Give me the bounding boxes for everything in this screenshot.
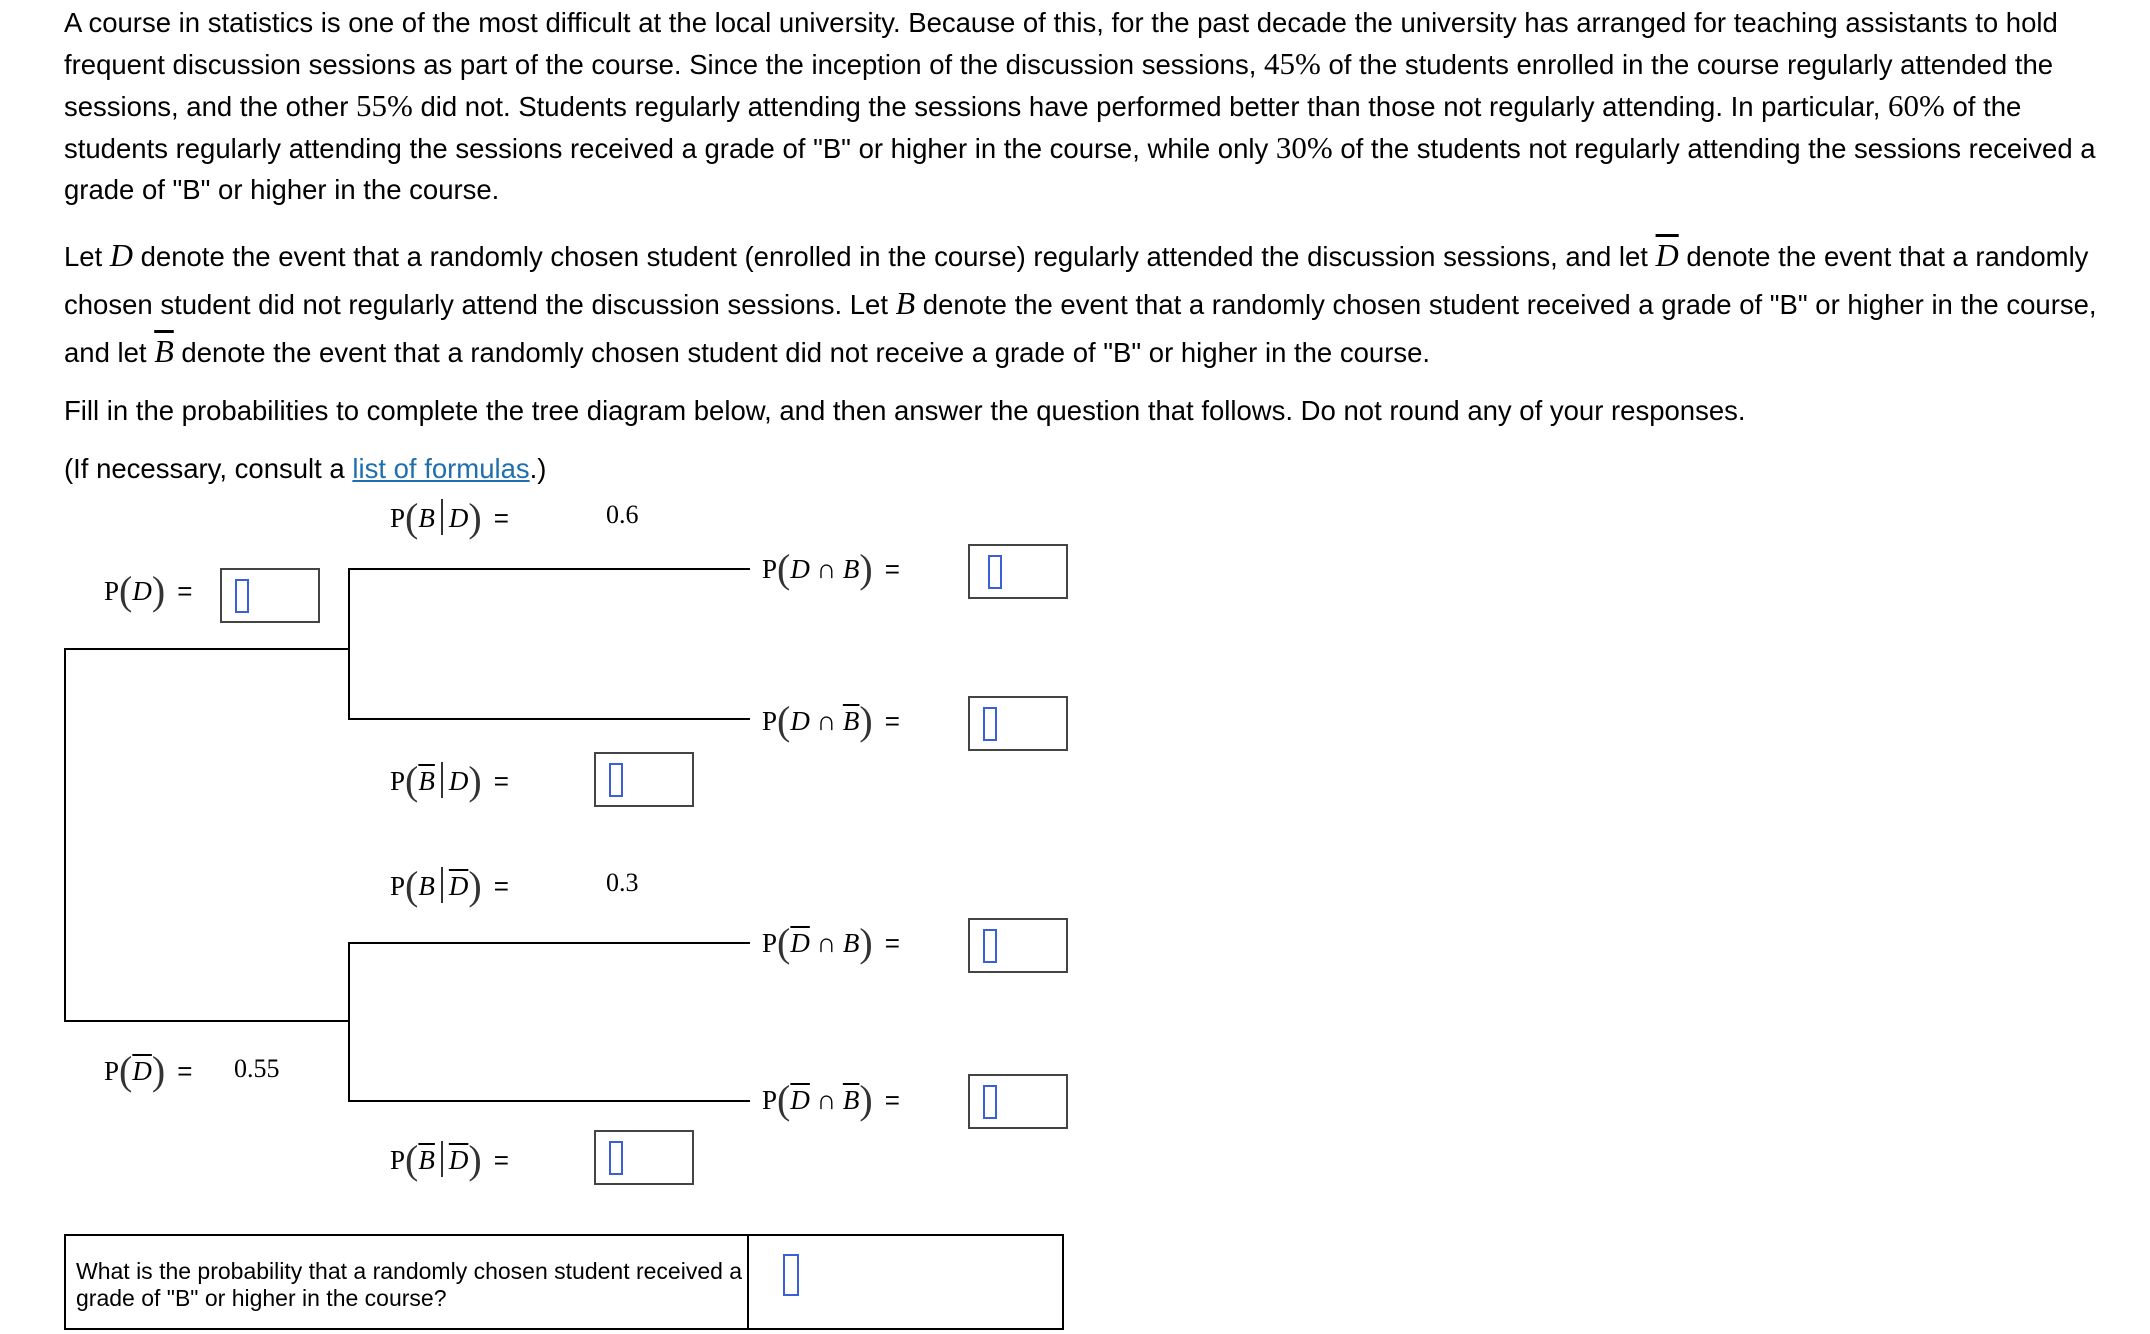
text-cursor: [983, 1085, 997, 1119]
percent-b-not-attend: 30%: [1275, 130, 1333, 165]
label-p-notd-and-notb: $P(\overline{D}$ ∩ $\overline{B}$) =: [762, 1077, 900, 1122]
tree-line-root-bottom: [64, 1020, 350, 1022]
label-p-b-given-d: P(B D) =: [390, 495, 509, 540]
value-p-b-given-notd: 0.3: [606, 868, 639, 897]
percent-b-attend: 60%: [1888, 88, 1945, 123]
label-p-d-and-notb: P(D ∩ $\overline{B}$) =: [762, 698, 900, 743]
input-p-d-and-b[interactable]: [968, 544, 1068, 599]
tree-line-notd-vertical: [348, 942, 350, 1102]
label-p-notb-given-notd: $P(\overline{B}$ $\overline{D}$) =: [390, 1137, 509, 1182]
text-cursor: [609, 1141, 623, 1175]
tree-line-notd-to-b: [348, 942, 750, 944]
problem-paragraph-2: Let D denote the event that a randomly chosen student (enrolled in the course) regularly attended the discussion sessions, and let $\overline{D}$ denote the event that a randomly chosen student did not regularly attend the discussion sessions. Let B denote the event that a randomly chosen student received a grade of "B" or higher in the course, and let $\overline{B}$ denote the event that a randomly chosen student did not receive a grade of "B" or higher in the course.: [64, 237, 2097, 369]
value-p-b-given-d: 0.6: [606, 500, 639, 529]
problem-instructions: Fill in the probabilities to complete the tree diagram below, and then answer the question that follows. Do not round any of your responses.: [64, 395, 1746, 426]
text-cursor: [235, 579, 249, 613]
tree-line-d-to-b: [348, 568, 750, 570]
input-p-notd-and-b[interactable]: [968, 918, 1068, 973]
list-of-formulas-link[interactable]: list of formulas: [352, 453, 530, 484]
answer-input[interactable]: [749, 1236, 1062, 1328]
tree-line-root-top: [64, 648, 350, 650]
tree-line-d-to-notb: [348, 718, 750, 720]
input-p-d[interactable]: [220, 568, 320, 623]
text-cursor: [609, 763, 623, 797]
question-box: [64, 1234, 1064, 1330]
input-p-d-and-notb[interactable]: [968, 696, 1068, 751]
text-cursor: [983, 929, 997, 963]
question-text: What is the probability that a randomly chosen student received a grade of "B" or higher in the course?: [76, 1258, 743, 1311]
text-cursor: [783, 1254, 799, 1296]
value-p-notd: 0.55: [234, 1054, 280, 1083]
input-p-notb-given-notd[interactable]: [594, 1130, 694, 1185]
tree-line-root-vertical: [64, 648, 66, 1022]
formula-note: (If necessary, consult a list of formulas.): [64, 453, 547, 484]
input-p-notb-given-d[interactable]: [594, 752, 694, 807]
text-cursor: [983, 707, 997, 741]
label-p-notd-and-b: $P(\overline{D}$ ∩ B) =: [762, 920, 900, 965]
input-p-notd-and-notb[interactable]: [968, 1074, 1068, 1129]
percent-not-attend: 55%: [356, 88, 413, 123]
problem-paragraph-1: A course in statistics is one of the most difficult at the local university. Because of this, for the past decade the university has arranged for teaching assistants to hold frequent discussion sessions as part of the course. Since the inception of the discussion sessions, 45% of the students enrolled in the course regularly attended the sessions, and the other 55% did not. Students regularly attending the sessions have performed better than those not regularly attending. In particular, 60% of the students regularly attending the sessions received a grade of "B" or higher in the course, while only 30% of the students not regularly attending the sessions received a grade of "B" or higher in the course.: [64, 7, 2096, 205]
percent-attend: 45%: [1263, 46, 1321, 81]
label-p-notd: $P(\overline{D})$ =: [104, 1048, 193, 1093]
label-p-notb-given-d: $P(\overline{B}$ D) =: [390, 758, 509, 803]
tree-line-d-vertical: [348, 568, 350, 720]
label-p-b-given-notd: P(B $\overline{D}$) =: [390, 863, 509, 908]
label-p-d-and-b: P(D ∩ B) =: [762, 546, 900, 591]
tree-line-notd-to-notb: [348, 1100, 750, 1102]
label-p-d: P(D) =: [104, 568, 193, 613]
text-cursor: [988, 555, 1002, 589]
